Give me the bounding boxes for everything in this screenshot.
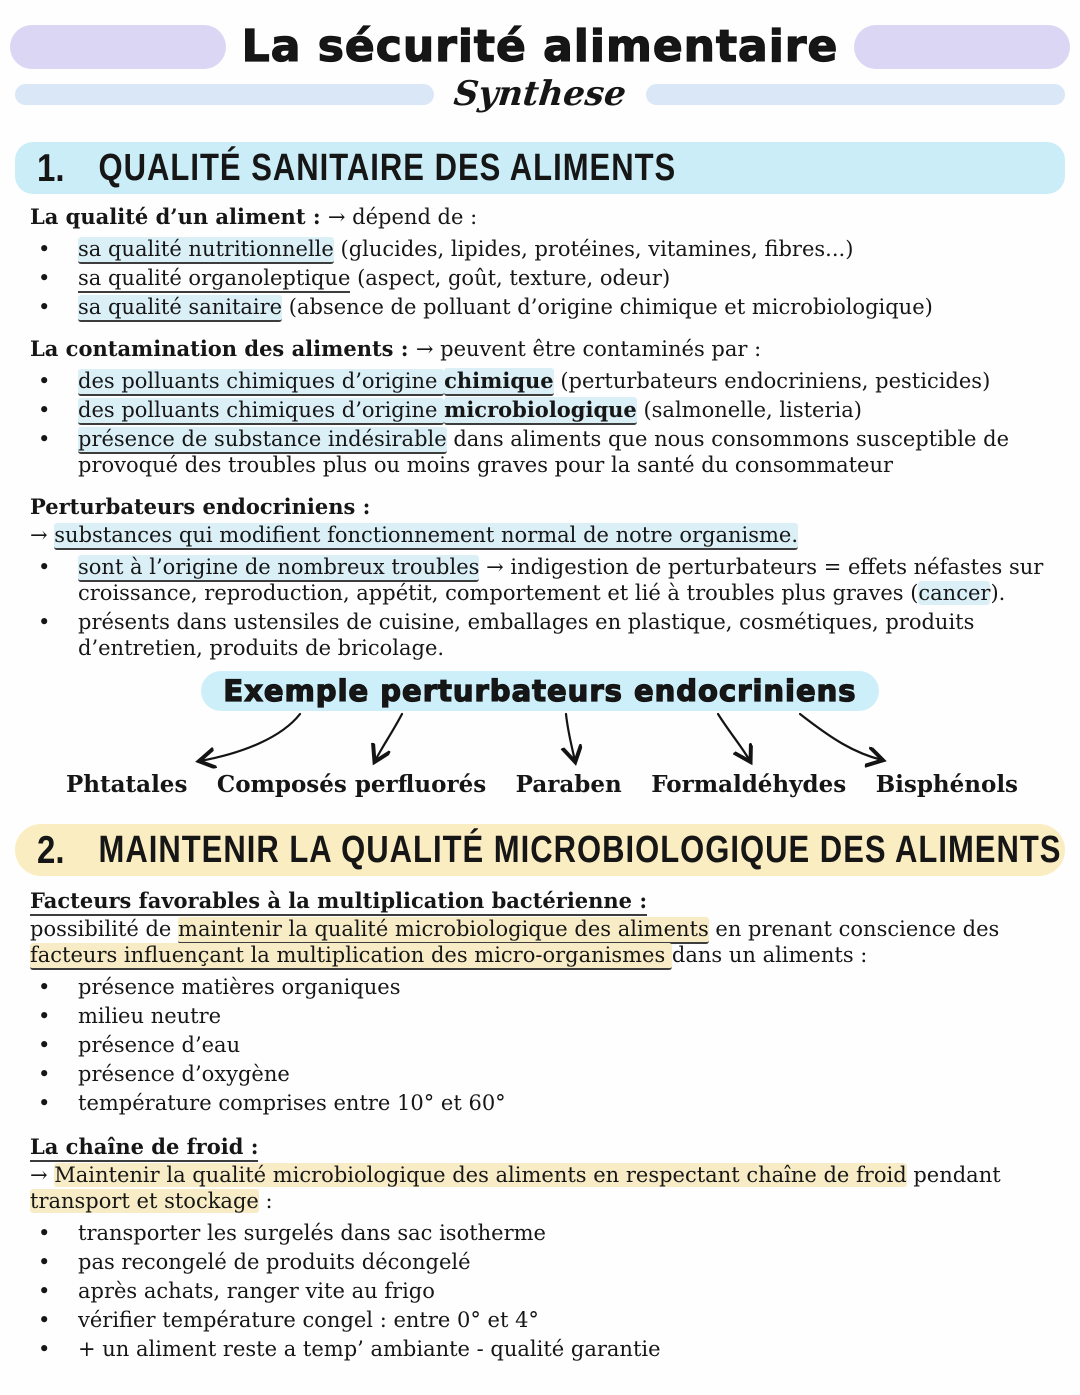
bullet-icon bbox=[30, 1336, 78, 1362]
list-item: • sa qualité organoleptique (aspect, goût, texture, odeur) bbox=[30, 265, 1050, 291]
list-item: • présence de substance indésirable dans aliments que nous consommons susceptible de provoqué des troubles plus ou moins graves pour la santé du consommateur bbox=[30, 426, 1050, 478]
bullet-icon bbox=[30, 974, 78, 1000]
endocrine-disruptors-diagram bbox=[0, 671, 1080, 798]
decorative-bar-right bbox=[646, 84, 1065, 105]
page-header bbox=[0, 21, 1080, 116]
arrow-to-paraben-icon bbox=[566, 714, 575, 761]
list-item: • + un aliment reste a temp’ ambiante - qualité garantie bbox=[30, 1336, 1050, 1362]
section-2-heading bbox=[15, 824, 1065, 876]
facteurs-title: Facteurs favorables à la multiplication bactérienne : bbox=[30, 888, 1050, 914]
perturbateurs-title: Perturbateurs endocriniens : bbox=[30, 494, 371, 519]
diagram-label: Formaldéhydes bbox=[651, 771, 847, 798]
contamination-bullet-list bbox=[30, 368, 1050, 478]
froid-title: La chaîne de froid : bbox=[30, 1134, 1050, 1160]
facteurs-body: possibilité de maintenir la qualité microbiologique des aliments en prenant conscience des facteurs influençant la multiplication des micro-organismes dans un aliments : bbox=[30, 916, 1050, 968]
diagram-label: Composés perfluorés bbox=[216, 771, 487, 798]
page-subtitle: Synthese bbox=[451, 74, 629, 114]
list-item: • présence d’eau bbox=[30, 1032, 1050, 1058]
list-item: • vérifier température congel : entre 0° et 4° bbox=[30, 1307, 1050, 1333]
bullet-icon bbox=[30, 368, 78, 394]
arrow-to-composes-icon bbox=[375, 714, 402, 761]
arrow-to-bisphenols-icon bbox=[800, 714, 882, 760]
bullet-icon bbox=[30, 236, 78, 262]
section-2-number: 2. bbox=[37, 827, 65, 872]
bullet-icon bbox=[30, 397, 78, 423]
bullet-icon bbox=[30, 1307, 78, 1333]
perturbateurs-bullet-list bbox=[30, 554, 1050, 661]
bullet-icon bbox=[30, 1220, 78, 1246]
quality-bullet-list bbox=[30, 236, 1050, 320]
bullet-icon bbox=[30, 554, 78, 606]
diagram-title: Exemple perturbateurs endocriniens bbox=[201, 671, 878, 711]
list-item: • présence matières organiques bbox=[30, 974, 1050, 1000]
bullet-icon bbox=[30, 294, 78, 320]
diagram-label: Paraben bbox=[515, 771, 622, 798]
diagram-labels bbox=[0, 771, 1080, 798]
diagram-arrows bbox=[0, 711, 1080, 771]
froid-bullet-list bbox=[30, 1220, 1050, 1362]
bullet-icon bbox=[30, 1278, 78, 1304]
section-1-heading bbox=[15, 142, 1065, 194]
list-item: • sa qualité sanitaire (absence de polluant d’origine chimique et microbiologique) bbox=[30, 294, 1050, 320]
list-item: • présence d’oxygène bbox=[30, 1061, 1050, 1087]
bullet-icon bbox=[30, 1090, 78, 1116]
diagram-label: Bisphénols bbox=[875, 771, 1018, 798]
section-2-title: MAINTENIR LA QUALITÉ MICROBIOLOGIQUE DES ALIMENTS bbox=[98, 828, 1062, 871]
list-item: • pas recongelé de produits décongelé bbox=[30, 1249, 1050, 1275]
page-title: La sécurité alimentaire bbox=[241, 21, 839, 72]
bullet-icon bbox=[30, 1003, 78, 1029]
bullet-icon bbox=[30, 1061, 78, 1087]
perturbateurs-definition: → substances qui modifient fonctionnement normal de notre organisme. bbox=[30, 522, 1050, 548]
contamination-intro: La contamination des aliments : → peuvent être contaminés par : bbox=[30, 336, 762, 361]
decorative-pill-right bbox=[854, 25, 1070, 69]
section-1-number: 1. bbox=[37, 145, 65, 190]
list-item: • sont à l’origine de nombreux troubles → indigestion de perturbateurs = effets néfastes sur croissance, reproduction, appétit, comportement et lié à troubles plus graves (cancer). bbox=[30, 554, 1050, 606]
diagram-label: Phtatales bbox=[66, 771, 188, 798]
facteurs-bullet-list bbox=[30, 974, 1050, 1116]
subtitle-row bbox=[15, 72, 1065, 116]
quality-intro: La qualité d’un aliment : → dépend de : bbox=[30, 204, 478, 229]
bullet-icon bbox=[30, 1032, 78, 1058]
bullet-icon bbox=[30, 426, 78, 478]
list-item: • sa qualité nutritionnelle (glucides, lipides, protéines, vitamines, fibres...) bbox=[30, 236, 1050, 262]
list-item: • après achats, ranger vite au frigo bbox=[30, 1278, 1050, 1304]
list-item: • présents dans ustensiles de cuisine, emballages en plastique, cosmétiques, produits d’entretien, produits de bricolage. bbox=[30, 609, 1050, 661]
title-row bbox=[10, 21, 1070, 72]
decorative-pill-left bbox=[10, 25, 226, 69]
arrow-to-phtatales-icon bbox=[200, 714, 300, 761]
list-item: • des polluants chimiques d’origine chimique (perturbateurs endocriniens, pesticides) bbox=[30, 368, 1050, 394]
section-1-title: QUALITÉ SANITAIRE DES ALIMENTS bbox=[98, 146, 677, 189]
decorative-bar-left bbox=[15, 84, 434, 105]
list-item: • transporter les surgelés dans sac isotherme bbox=[30, 1220, 1050, 1246]
bullet-icon bbox=[30, 609, 78, 661]
bullet-icon bbox=[30, 265, 78, 291]
list-item: • milieu neutre bbox=[30, 1003, 1050, 1029]
list-item: • des polluants chimiques d’origine microbiologique (salmonelle, listeria) bbox=[30, 397, 1050, 423]
list-item: • température comprises entre 10° et 60° bbox=[30, 1090, 1050, 1116]
bullet-icon bbox=[30, 1249, 78, 1275]
froid-body: → Maintenir la qualité microbiologique des aliments en respectant chaîne de froid pendant transport et stockage : bbox=[30, 1163, 1001, 1213]
arrow-to-formaldehydes-icon bbox=[718, 714, 750, 761]
